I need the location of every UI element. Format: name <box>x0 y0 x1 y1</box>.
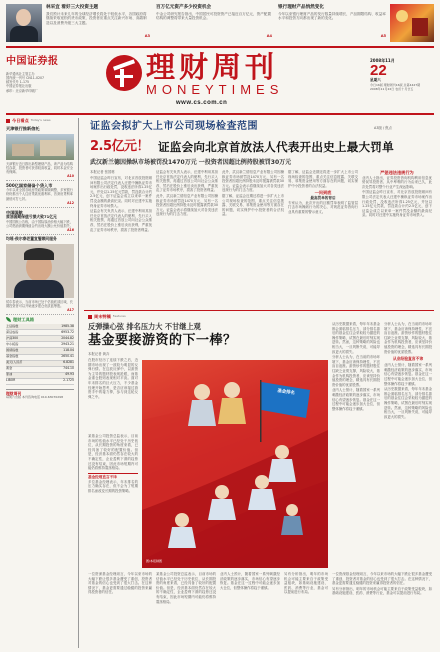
rate-table-label: LIBOR <box>6 378 16 383</box>
teaser-2-page: A4 <box>266 33 272 38</box>
feature-paragraph: 业内人士预计，随着国家一系列刺激经济政策的逐步落实，市场信心有望逐步恢复。基金在这一过程中可能会逐步加大仓位，但整体操作将趋于谨慎。 <box>220 572 280 590</box>
sidebar-table-title: 理财工具箱 <box>6 317 74 322</box>
lead-side-title: 一问到底 <box>314 190 332 196</box>
rate-table-label: 上证指数 <box>6 323 19 328</box>
top-rule <box>6 46 434 48</box>
rate-table-label: 中小板指 <box>6 342 19 347</box>
left-info-line: 国内统一刊号 CN11-0207 <box>6 76 45 81</box>
lead-story <box>84 118 434 308</box>
teaser-3-title: 银行理财产品悄然变化 <box>278 5 324 10</box>
sidebar-story-4-body: 侯尔泰表示，当前市场已处于估值底部区域，长期投资者可以开始逐步建仓优质蓝筹股。 <box>6 299 73 308</box>
feature-bottom-col-3 <box>220 572 280 646</box>
feature-col-right-2 <box>384 322 432 568</box>
sidebar-divider <box>78 118 79 648</box>
lead-paragraph: 证监会有关负责人表示，汪建中利用其担任北京首放法定代表人的便利，先行买入相关股票，再通过首放公司向社会公众推荐，然后在股价上涨后卖出获利，严重扰乱了证券市场秩序，损害了投资者利益。 <box>90 209 152 232</box>
masthead-rule <box>6 113 434 115</box>
sidebar-story-4-page: A17 <box>67 308 74 313</box>
lead-amount: 2.5亿元！ <box>90 139 150 154</box>
teaser-strip <box>6 4 434 44</box>
lead-side-paragraph: 专家认为，此次开出的巨额罚单表明了监管层打击市场操纵行为的决心，对规范证券咨询行业具有重要的警示意义。 <box>288 200 358 215</box>
feature-paragraph: 业内人士预计，随着国家一系列刺激经济政策的逐步落实，市场信心有望逐步恢复。基金在这一过程中可能会逐步加大仓位，但整体操作将趋于谨慎。 <box>384 363 432 386</box>
masthead-logo-icon <box>106 55 142 91</box>
illustration-flag-label: 基金排名 <box>276 388 296 397</box>
feature-bottom-col-5 <box>332 572 432 646</box>
lead-body-col-1 <box>90 176 152 306</box>
today-bar-square-icon <box>6 119 10 123</box>
feature-paragraph: 从历史数据来看，每年年末基金都会面临排名压力，部分排名靠后的基金往往会采取较为激进的操作策略，试图在最后时刻实现逆转。然而，这种策略的风险也相当大，一旦判断失误，可能导致更大的损失。 <box>384 387 432 419</box>
masthead-title: 理财周刊 <box>146 50 279 84</box>
masthead-en-title: MONEYTIMES <box>146 82 284 97</box>
feature-paragraph: 一位资深基金经理坦言，今年以来市场的大幅下跌让很多基金遭受了重创，投资者对基金的信心也受到了很大打击。在这种情况下，基金更需要通过稳健的投资来赢得投资者的信任。 <box>332 572 432 586</box>
rate-table-label: 原油 <box>6 372 13 377</box>
teaser-3-body: 今年以来银行理财产品的发行数量持续增长，产品期限结构、收益率水平和投资方向都出现了新的变化。 <box>278 11 386 21</box>
teaser-1-page: A3 <box>144 33 150 38</box>
feature-illustration <box>142 360 328 568</box>
illustration-caption: 图/本报制图 <box>146 559 163 563</box>
date-block <box>370 58 434 92</box>
feature-box-body: 多位基金经理表示，年末排名的压力确实存在，但不会为了短期排名而改变长期的投资策略。 <box>88 479 138 493</box>
sidebar-story-3-title: 中国国航 <box>6 209 23 215</box>
today-bar <box>6 118 74 123</box>
teaser-3[interactable] <box>278 5 386 38</box>
lead-body-col-3 <box>222 170 284 306</box>
sidebar-story-2-body: 今年以来全国各地房贷政策频频调整，多家银行纷纷推出个人住房贷款优惠利率，首套房贷利率最低可打七折。 <box>6 188 73 201</box>
feature-paragraph: 从历史数据来看，每年年末基金都会面临排名压力，部分排名靠后的基金往往会采取较为激进的操作策略，试图在最后时刻实现逆转。然而，这种策略的风险也相当大，一旦判断失误，可能导致更大的损失。 <box>332 322 380 354</box>
feature-bottom-col-1 <box>88 572 152 646</box>
lead-paragraph: 此外，武汉新兰德信息产业有限公司因操纵证券市场被罚没1470万元，另有一名投资者因超比例持股未及时披露被罚款30万元。证监会表示将继续加大对各类违法违规行为的打击力度。 <box>156 193 218 217</box>
sidebar-story-4[interactable] <box>6 237 74 315</box>
rate-table-value: 2044.82 <box>61 335 74 340</box>
lead-paragraph: 据了解，证监会近期还将进一步扩大上市公司现场检查的范围，重点关注信息披露、关联交易、募集资金使用等方面存在的问题，切实保护中小投资者的合法权益。 <box>222 193 284 217</box>
teaser-1[interactable] <box>46 5 150 38</box>
rate-table-label: 沪深300 <box>6 335 19 340</box>
feature-paragraph: 在股市经历了连续下跌之后，近期市场出现了一波较为明显的反弹行情。在这波反弹中，以游资为主导的题材股表现抢眼，而基金重仓股则表现相对平淡。面对年末排名的巨大压力，不少基金经理开始思考，是否应该接过游资手中的接力棒，参与到这轮反弹之中。 <box>88 358 138 399</box>
feature-paragraph: 某基金公司投资总监表示，目前市场的估值水平已经处于历史低位，从长期投资的角度来看，已经具备了较好的配置价值。但是，经济基本面仍然存在较大的不确定性，企业盈利下滑的趋势还没有结束，因此市场短期内可能仍将维持震荡格局。 <box>88 434 138 471</box>
feature-paragraph: 分析人士认为，在当前的市场环境下，基金应该保持理性，不宜盲目追涨。游资炒作的题材股往往缺乏业绩支撑，风险较大，基金作为机构投资者，应该坚持价值投资的理念，精选具有长期投资价值的优质股票。 <box>332 355 380 387</box>
sidebar-story-3-page: A16 <box>67 227 74 232</box>
feature-paragraph: 分析人士认为，在当前的市场环境下，基金应该保持理性，不宜盲目追涨。游资炒作的题材股往往缺乏业绩支撑，风险较大，基金作为机构投资者，应该坚持价值投资的理念，精选具有长期投资价值的优质股票。 <box>384 322 432 354</box>
feature-kicker: 反弹操心弦 排名压力大 不甘继上观 <box>88 322 201 331</box>
masthead <box>6 50 434 112</box>
teaser-2[interactable] <box>156 5 272 38</box>
lead-paragraph: 此外，武汉新兰德信息产业有限公司因操纵证券市场被罚没1470万元，另有一名投资者因超比例持股未及时披露被罚款30万元。证监会表示将继续加大对各类违法违规行为的打击力度。 <box>222 170 284 193</box>
rate-table-label: 美元/人民币 <box>6 360 23 365</box>
issue-info: 今日16版 理财周刊16版 总第4427期 <box>370 83 421 88</box>
left-paper-info <box>6 72 68 93</box>
teaser-2-title: 百万亿元资产多少投资机会 <box>156 5 212 10</box>
lead-kicker-page: A3版 / 焦点 <box>374 126 392 130</box>
rate-table-value: 1985.38 <box>61 323 74 328</box>
lead-side-title-2: 严惩违法违规行为 <box>380 170 414 175</box>
rate-table-value: 118.04 <box>63 348 74 353</box>
feature-label: 周末特稿 <box>94 314 111 319</box>
rate-table-value: 49.93 <box>65 372 74 377</box>
feature-bottom-col-2 <box>156 572 216 646</box>
left-sidebar <box>6 118 74 648</box>
leaf-icon <box>6 317 11 322</box>
feature-square-icon <box>88 315 92 319</box>
rate-table-value: 2943.21 <box>61 342 74 347</box>
sidebar-footer <box>6 389 74 401</box>
lead-side-paragraph: 业内人士指出，证券投资咨询机构利用信息优势误导投资者、从中牟利的行为由来已久，此次处罚将对整个行业产生深远影响。 <box>362 175 432 189</box>
lead-paragraph: 中国证监会昨日宣布，对北京首放投资顾问有限公司法定代表人汪建中操纵证券市场案作出行政处罚，没收违法所得1.25亿元，并处以1.25亿元罚款，罚没款合计约2.5亿元，创下证监会成立以来单一案件罚没金额的最高纪录。同时对汪建中实施终身证券市场禁入。 <box>90 176 152 208</box>
sidebar-story-1-title: 天津银行推新信托 <box>6 126 40 132</box>
teaser-3-page: A5 <box>380 33 386 38</box>
left-info-line: 承印：北京新华印刷厂 <box>6 88 38 93</box>
rate-table-label: 基金指数 <box>6 354 19 359</box>
feature-col-right-1 <box>332 322 380 568</box>
sidebar-story-3[interactable] <box>6 210 74 235</box>
rate-table-label: 深证成指 <box>6 329 19 334</box>
date-day: 22 <box>370 62 387 79</box>
sidebar-footer-label: 理财周刊 <box>6 390 22 396</box>
sidebar-story-4-title: 均瑶·侯尔泰老董宣誓顾问服务 <box>6 235 57 241</box>
feature-label-bar <box>88 314 126 319</box>
rate-table-value: 6.8281 <box>63 360 74 365</box>
sidebar-footer-note: 每周六出版 本刊咨询电话 010-63070298 <box>6 395 63 400</box>
sidebar-story-3-body: 中国国航公告称，由于国际原油价格大幅下跌，公司燃油套期保值合约出现大额公允价值损失。 <box>6 219 73 228</box>
sidebar-story-4-photo <box>6 244 74 298</box>
lead-body-col-5 <box>362 170 432 306</box>
feature-paragraph: 另有分析指出，明年的市场机会可能主要来自于政策受益板块，如基础设施建设、医药、消费等行业，基金可以提前进行布局。 <box>284 572 328 595</box>
feature-bottom-col-4 <box>284 572 328 646</box>
lead-body-col-2 <box>156 170 218 306</box>
rate-table <box>6 324 74 384</box>
lead-headline[interactable]: 证监会向北京首放法人代表开出史上最大罚单 <box>158 140 394 154</box>
masthead-url[interactable]: www.cs.com.cn <box>176 100 228 106</box>
rate-table-value: 6953.72 <box>61 329 74 334</box>
lead-paragraph: 中国证监会昨日宣布，对北京首放投资顾问有限公司法定代表人汪建中操纵证券市场案作出行政处罚，没收违法所得1.25亿元，并处以1.25亿元罚款，罚没款合计约2.5亿元，创下证监会成立以来单一案件罚没金额的最高纪录。同时对汪建中实施终身证券市场禁入。 <box>362 190 432 218</box>
feature-paragraph: 业内人士预计，随着国家一系列刺激经济政策的逐步落实，市场信心有望逐步恢复。基金在这一过程中可能会逐步加大仓位，但整体操作将趋于谨慎。 <box>332 388 380 411</box>
left-paper-name: 中国证券报 <box>6 56 59 67</box>
sidebar-data-table <box>6 317 74 385</box>
feature-box <box>88 473 138 494</box>
sidebar-story-1[interactable] <box>6 126 74 181</box>
lead-body-col-4 <box>288 170 358 306</box>
lead-side-subtitle: 最高罚单的背后 <box>310 196 336 201</box>
sidebar-story-2-page: A12 <box>67 200 74 205</box>
feature-label-en: Features <box>112 313 126 318</box>
feature-paragraph: 一位资深基金经理坦言，今年以来市场的大幅下跌让很多基金遭受了重创，投资者对基金的信心也受到了很大打击。在这种情况下，基金更需要通过稳健的投资来赢得投资者的信任。 <box>88 572 152 595</box>
sidebar-story-1-body: 天津银行近日推出新型理财产品，该产品为结构性存款，投资者可获得较高收益，同时本金安全有保障。 <box>6 161 73 174</box>
feature-headline[interactable]: 基金要接游资的下一棒？ <box>88 333 237 348</box>
feature-byline: 本报记者 黄卉 <box>88 352 110 356</box>
feature-story <box>84 312 434 648</box>
date-detail: 2008年11月22日 农历十月廿五 <box>370 87 414 92</box>
feature-paragraph: 某基金公司投资总监表示，目前市场的估值水平已经处于历史低位，从长期投资的角度来看，已经具备了较好的配置价值。但是，经济基本面仍然存在较大的不确定性，企业盈利下滑的趋势还没有结束，因此市场短期内可能仍将维持震荡格局。 <box>156 572 216 604</box>
feature-col-left-2 <box>88 434 138 568</box>
lead-byline: 本报记者 张国栋 <box>90 170 115 174</box>
feature-paragraph: 另有分析指出，明年的市场机会可能主要来自于政策受益板块，如基础设施建设、医药、消费等行业，基金可以提前进行布局。 <box>332 586 432 596</box>
rate-table-label: 国债指数 <box>6 348 19 353</box>
rate-table-value: 744.10 <box>63 366 74 371</box>
rate-table-label: 黄金 <box>6 366 13 371</box>
today-bar-label: 今日看点 <box>12 118 29 123</box>
lead-paragraph: 据了解，证监会近期还将进一步扩大上市公司现场检查的范围，重点关注信息披露、关联交易、募集资金使用等方面存在的问题，切实保护中小投资者的合法权益。 <box>288 170 358 188</box>
teaser-1-body: 我们预计未来几年的全球经济增长将处于较低水平，各国政府将继续采取宽松的货币政策，投资者应重点关注新兴市场、高端制造以及消费升级三大主题。 <box>46 11 147 26</box>
lead-paragraph: 证监会有关负责人表示，汪建中利用其担任北京首放法定代表人的便利，先行买入相关股票，再通过首放公司向社会公众推荐，然后在股价上涨后卖出获利，严重扰乱了证券市场秩序，损害了投资者利益。 <box>156 170 218 193</box>
lead-subhead: 武汉新兰德因操纵市场被罚没1470万元 一投资者因超比例持股被罚30万元 <box>90 159 292 166</box>
sidebar-story-1-photo <box>6 134 74 160</box>
teaser-photo-1 <box>6 4 42 42</box>
teaser-photo-3 <box>390 4 434 42</box>
date-weekday: 星期六 <box>370 78 381 82</box>
feature-right-subtitle: 从业经验直言不讳 <box>392 356 424 362</box>
left-info-line: 中国证券报社出版 <box>6 84 32 89</box>
rate-table-value: 2650.41 <box>61 354 74 359</box>
feature-rule <box>84 310 434 311</box>
rate-table-value: 2.1725 <box>63 378 74 383</box>
teaser-2-body: 中金公司研究报告指出，中国居民可投资资产已接近百万亿元，资产配置结构的调整将带来大量投资机会。 <box>156 11 271 21</box>
lead-kicker[interactable]: 证监会拟扩大上市公司现场检查范围 <box>90 121 258 132</box>
left-info-line: 邮发代号 1-175 <box>6 80 30 85</box>
rate-table-row <box>6 379 74 385</box>
date-year-month: 2008年11月 <box>370 58 395 63</box>
feature-box-title: 基金经理直言不讳 <box>88 474 117 479</box>
left-info-line: 新华通讯社主管主办 <box>6 72 35 76</box>
sidebar-story-1-page: A10 <box>67 173 74 178</box>
sidebar-story-2-title: 500亿国家储备个贷入市 <box>6 182 53 188</box>
sidebar-story-3-subtitle: 原油套期保值亏损大致71亿元 <box>6 213 57 219</box>
teaser-1-title: 林采宜 看好三大投资主题 <box>46 5 99 10</box>
feature-col-1 <box>88 358 138 432</box>
sidebar-story-2[interactable] <box>6 183 74 208</box>
today-bar-label-en: Today's news <box>30 118 51 122</box>
